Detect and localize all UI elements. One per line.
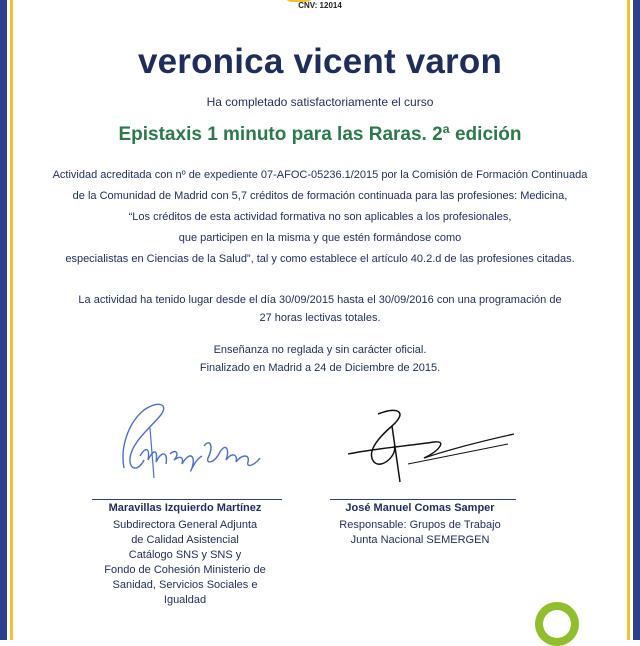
signatory-role-left [80,518,290,608]
signature-right-icon [338,402,528,492]
signatory-role-right [320,518,520,548]
schedule-paragraph [40,291,600,327]
schedule-line: 27 horas lectivas totales. [259,312,381,324]
signature-left-icon [110,398,280,488]
cnv-code: CNV: 12014 [298,1,342,10]
role-line: Sanidad, Servicios Sociales e [112,579,258,591]
role-line: Junta Nacional SEMERGEN [350,534,490,546]
signatory-name-left: Maravillas Izquierdo Martínez [108,502,262,514]
accreditation-line: “Los créditos de esta actividad formativa no son aplicables a los profesionales, [128,211,512,223]
accreditation-line: Actividad acreditada con nº de expediente 07-AFOC-05236.1/2015 por la Comisión de Formación Continuada [52,169,588,181]
role-line: Igualdad [163,594,207,606]
signature-line-right [330,499,516,500]
signatory-name-right: José Manuel Comas Samper [345,502,495,514]
schedule-line: La actividad ha tenido lugar desde el día 30/09/2015 hasta el 30/09/2016 con una programación de [78,294,562,306]
seal-logo-icon [535,602,579,646]
accreditation-line: de la Comunidad de Madrid con 5,7 créditos de formación continuada para las profesiones: Medicina, [72,190,568,202]
accreditation-line: que participen en la misma y que estén formándose como [178,232,462,244]
role-line: Responsable: Grupos de Trabajo [339,519,501,531]
closing-line: Enseñanza no reglada y sin carácter oficial. [213,344,427,356]
signature-line-left [92,499,282,500]
recipient-name: veronica vicent varon [137,42,503,81]
completion-statement: Ha completado satisfactoriamente el curso [206,95,434,109]
closing-line: Finalizado en Madrid a 24 de Diciembre de 2015. [199,362,441,374]
accreditation-paragraph [40,165,600,270]
closing-paragraph [40,341,600,377]
role-line: de Calidad Asistencial [131,534,239,546]
role-line: Subdirectora General Adjunta [112,519,258,531]
role-line: Fondo de Cohesión Ministerio de [104,564,266,576]
accreditation-line: especialistas en Ciencias de la Salud”, tal y como establece el artículo 40.2.d de las profesiones citadas. [65,253,575,265]
course-title: Epistaxis 1 minuto para las Raras. 2ª edición [118,124,522,145]
role-line: Catálogo SNS y SNS y [128,549,242,561]
